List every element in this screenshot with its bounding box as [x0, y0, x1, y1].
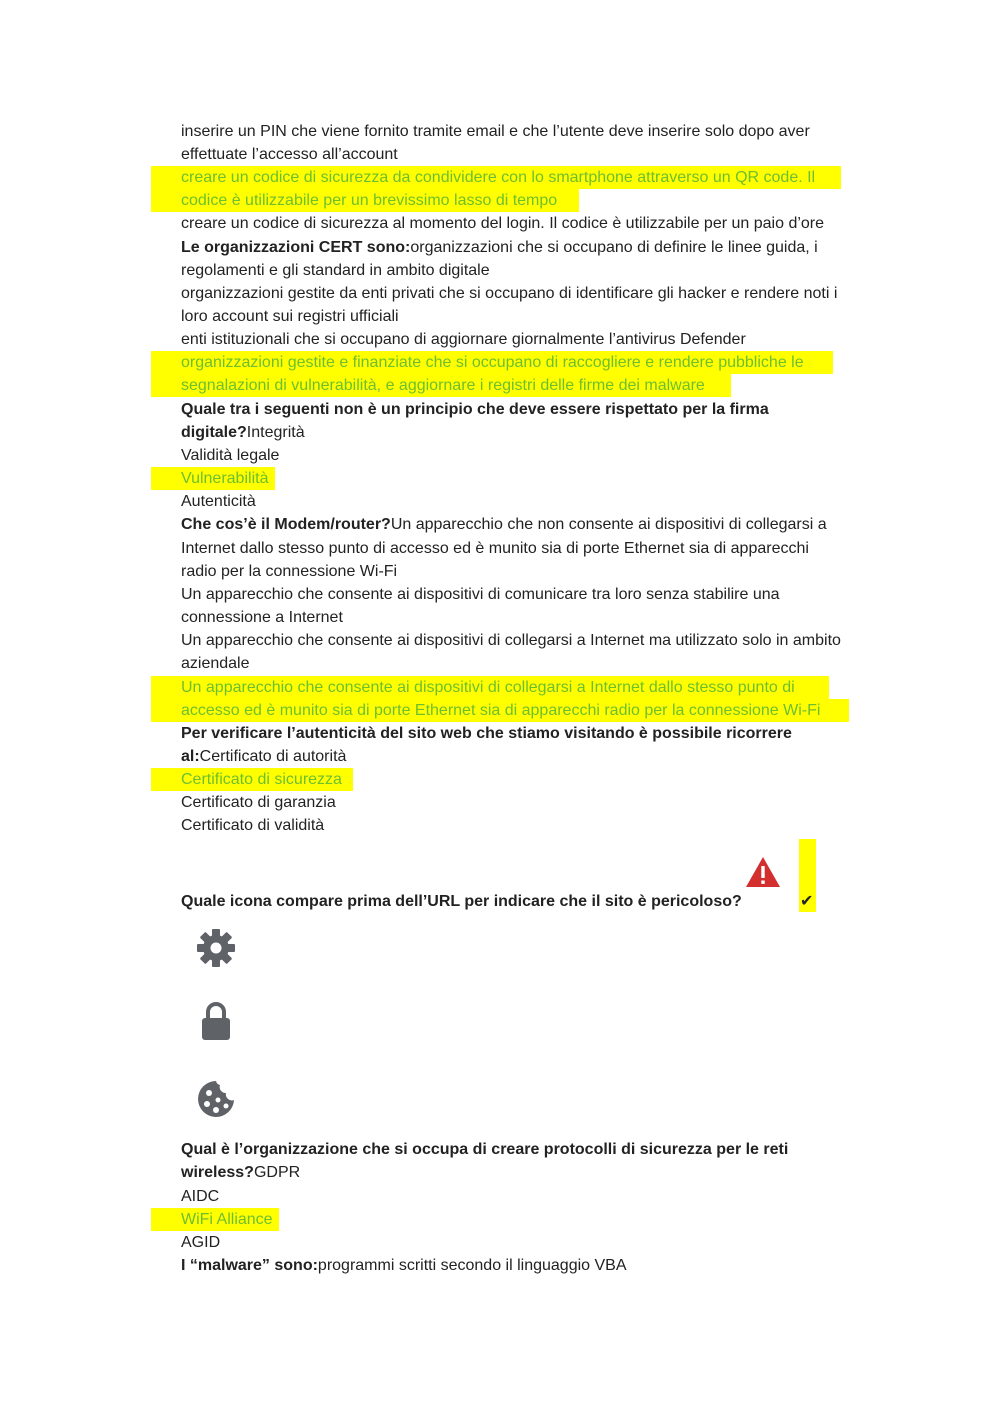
- question-line: Quale tra i seguenti non è un principio che deve essere rispettato per la firma: [181, 401, 769, 418]
- answer-line: effettuate l’accesso all’account: [181, 146, 398, 163]
- answer-line: radio per la connessione Wi-Fi: [181, 563, 398, 580]
- answer-line: AIDC: [181, 1188, 220, 1205]
- correct-answer-line: segnalazioni di vulnerabilità, e aggiornare i registri delle firme dei malware: [181, 377, 705, 394]
- correct-answer-line: organizzazioni gestite e finanziate che si occupano di raccogliere e rendere pubbliche le: [181, 354, 804, 371]
- answer-line: AGID: [181, 1234, 221, 1251]
- question-line: Qual è l’organizzazione che si occupa di creare protocolli di sicurezza per le reti: [181, 1141, 789, 1158]
- question-line: al:Certificato di autorità: [181, 748, 347, 765]
- correct-answer-line: codice è utilizzabile per un brevissimo lasso di tempo: [181, 192, 558, 209]
- question-line: Per verificare l’autenticità del sito web che stiamo visitando è possibile ricorrere: [181, 725, 792, 742]
- answer-line: enti istituzionali che si occupano di aggiornare giornalmente l’antivirus Defender: [181, 331, 746, 348]
- cookie-icon: [196, 1079, 236, 1119]
- correct-answer-line: Vulnerabilità: [181, 470, 269, 487]
- question-line: digitale?Integrità: [181, 424, 305, 441]
- answer-line: Un apparecchio che consente ai dispositivi di collegarsi a Internet ma utilizzato solo in ambito: [181, 632, 841, 649]
- warning-triangle-icon: [745, 856, 781, 888]
- question-line: I “malware” sono:programmi scritti secondo il linguaggio VBA: [181, 1257, 627, 1274]
- correct-answer-line: creare un codice di sicurezza da condividere con lo smartphone attraverso un QR code. Il: [181, 169, 816, 186]
- check-mark-icon: ✔: [800, 893, 814, 910]
- correct-answer-line: Un apparecchio che consente ai dispositivi di collegarsi a Internet dallo stesso punto di: [181, 679, 795, 696]
- question-line: wireless?GDPR: [181, 1164, 301, 1181]
- answer-line: loro account sui registri ufficiali: [181, 308, 399, 325]
- question-line: Che cos’è il Modem/router?Un apparecchio che non consente ai dispositivi di collegarsi a: [181, 516, 827, 533]
- gear-icon: [196, 928, 236, 968]
- answer-line: inserire un PIN che viene fornito tramite email e che l’utente deve inserire solo dopo aver: [181, 123, 810, 140]
- answer-line: Un apparecchio che consente ai dispositivi di comunicare tra loro senza stabilire una: [181, 586, 780, 603]
- answer-line: Internet dallo stesso punto di accesso ed è munito sia di porte Ethernet sia di apparecchi: [181, 540, 809, 557]
- answer-line: Certificato di validità: [181, 817, 325, 834]
- correct-answer-line: accesso ed è munito sia di porte Ethernet sia di apparecchi radio per la connessione Wi-Fi: [181, 702, 821, 719]
- answer-line: Autenticità: [181, 493, 256, 510]
- lock-icon: [198, 1002, 234, 1042]
- answer-line: Certificato di garanzia: [181, 794, 336, 811]
- question-line: Quale icona compare prima dell’URL per indicare che il sito è pericoloso?: [181, 893, 742, 910]
- answer-line: connessione a Internet: [181, 609, 343, 626]
- answer-line: creare un codice di sicurezza al momento del login. Il codice è utilizzabile per un paio d’ore: [181, 215, 825, 232]
- correct-answer-line: Certificato di sicurezza: [181, 771, 342, 788]
- question-line: Le organizzazioni CERT sono:organizzazioni che si occupano di definire le linee guida, i: [181, 239, 818, 256]
- answer-line: regolamenti e gli standard in ambito digitale: [181, 262, 490, 279]
- correct-answer-line: WiFi Alliance: [181, 1211, 273, 1228]
- answer-line: organizzazioni gestite da enti privati che si occupano di identificare gli hacker e rendere noti i: [181, 285, 838, 302]
- answer-line: aziendale: [181, 655, 250, 672]
- answer-line: Validità legale: [181, 447, 280, 464]
